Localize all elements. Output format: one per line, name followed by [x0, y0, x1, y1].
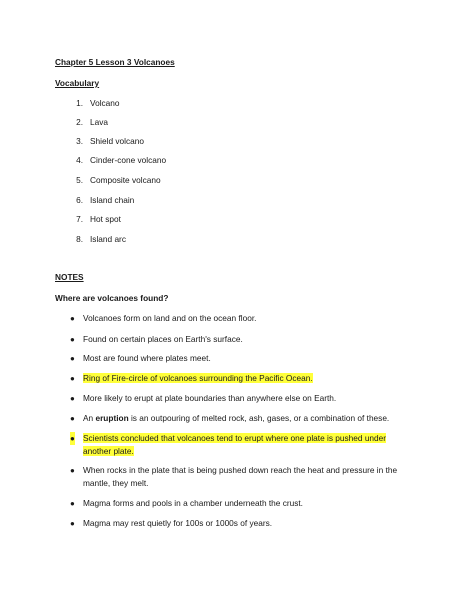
- note-bullet: ● Magma forms and pools in a chamber underneath the crust.: [70, 498, 303, 508]
- note-bullet: ● Scientists concluded that volcanoes tend to erupt where one plate is pushed under another plate.: [70, 433, 387, 456]
- vocab-item: 2. Lava: [76, 117, 108, 127]
- vocabulary-heading: Vocabulary: [55, 78, 100, 88]
- vocab-item: 5. Composite volcano: [76, 175, 161, 185]
- bullet-icon: ●: [70, 314, 75, 323]
- bullet-icon: ●: [70, 519, 75, 528]
- section-question: Where are volcanoes found?: [55, 293, 169, 303]
- bullet-icon: ●: [70, 374, 75, 383]
- bullet-icon: ●: [70, 414, 75, 423]
- bold-term: eruption: [95, 413, 129, 423]
- vocab-item: 4. Cinder-cone volcano: [76, 155, 167, 165]
- note-bullet: ● When rocks in the plate that is being pushed down reach the heat and pressure in the mantle, they melt.: [70, 465, 398, 488]
- highlighted-text: volcanoes tend to erupt where one plate is pushed under another plate: [83, 433, 387, 456]
- note-bullet: ● Volcanoes form on land and on the ocean floor.: [70, 313, 257, 323]
- note-bullet: [70, 372, 410, 385]
- note-bullet: ● More likely to erupt at plate boundaries than anywhere else on Earth.: [70, 393, 337, 403]
- vocab-item: 6. Island chain: [76, 195, 135, 205]
- bullet-icon: ●: [70, 466, 75, 475]
- note-bullet: ● Found on certain places on Earth's surface.: [70, 334, 243, 344]
- bullet-icon: ●: [70, 354, 75, 363]
- bullet-icon: ●: [70, 394, 75, 403]
- notes-heading: NOTES: [55, 272, 84, 282]
- note-bullet: ● Most are found where plates meet.: [70, 353, 211, 363]
- note-bullet: ● Magma may rest quietly for 100s or 1000s of years.: [70, 518, 273, 528]
- vocab-item: 7. Hot spot: [76, 214, 121, 224]
- vocab-item: 3. Shield volcano: [76, 136, 144, 146]
- bullet-icon: ●: [70, 335, 75, 344]
- bullet-icon: ●: [70, 499, 75, 508]
- page-title: Chapter 5 Lesson 3 Volcanoes: [55, 57, 175, 67]
- vocab-item: 1. Volcano: [76, 98, 120, 108]
- bullet-icon: ●: [70, 434, 75, 443]
- highlighted-text: Ring of Fire-circle of volcanoes surrounding the Pacific Ocean.: [83, 373, 313, 383]
- note-bullet: ● An eruption is an outpouring of melted rock, ash, gases, or a combination of these.: [70, 413, 390, 423]
- vocab-item: 8. Island arc: [76, 234, 126, 244]
